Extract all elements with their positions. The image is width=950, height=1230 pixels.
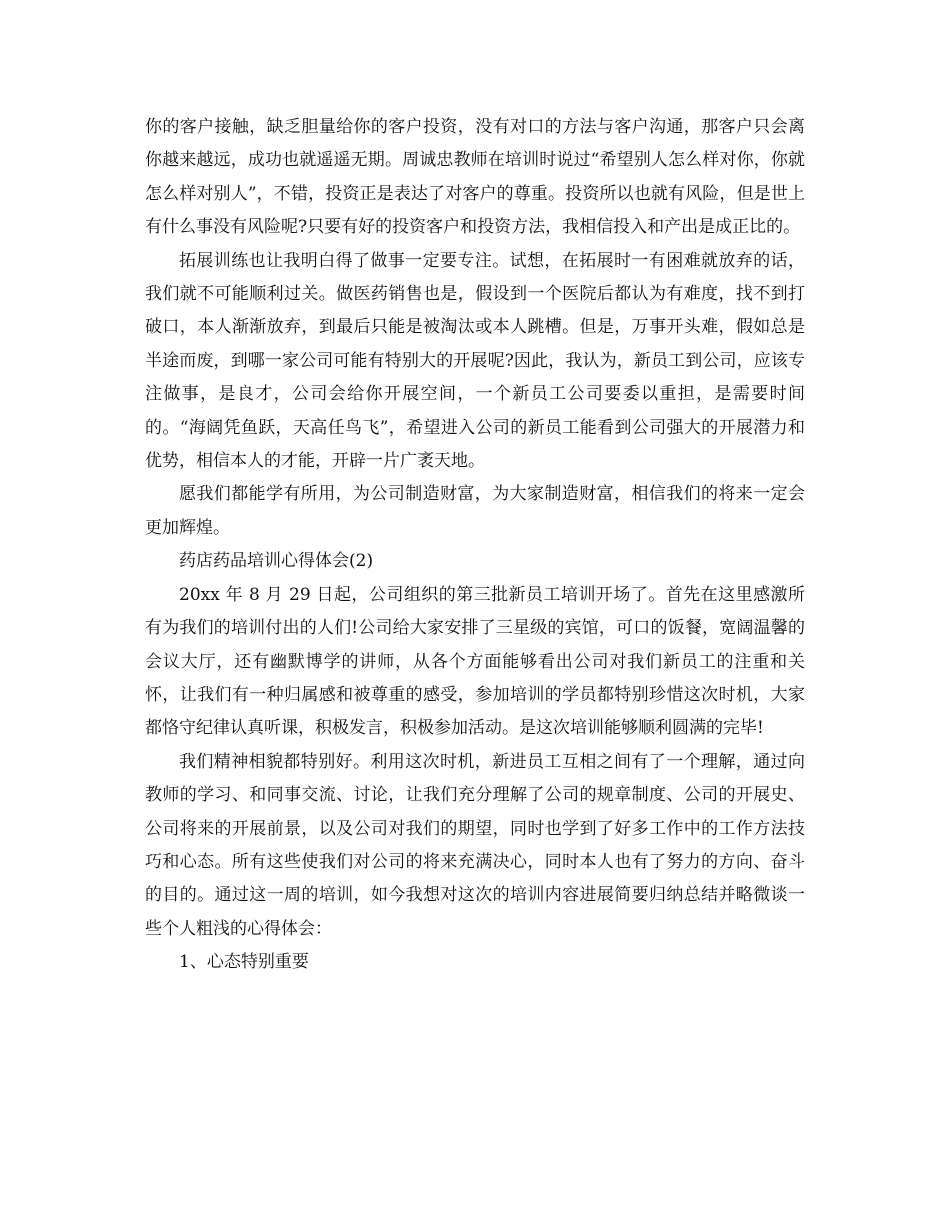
section-title: 药店药品培训心得体会(2) bbox=[179, 551, 374, 572]
paragraph-4: 20xx 年 8 月 29 日起，公司组织的第三批新员工培训开场了。首先在这里感激所有为我们的培训付出的人们!公司给大家安排了三星级的宾馆，可口的饭餐，宽阔温馨的会议大厅，还有幽默博学的讲师，从各个方面能够看出公司对我们新员工的注重和关怀，让我们有一种归属感和被尊重的感受，参加培训的学员都特别珍惜这次时机，大家都恪守纪律认真听课，积极发言，积极参加活动。是这次培训能够顺利圆满的完毕! bbox=[145, 584, 805, 739]
paragraph-3: 愿我们都能学有所用，为公司制造财富，为大家制造财富，相信我们的将来一定会更加辉煌。 bbox=[145, 484, 805, 538]
paragraph-1: 你的客户接触，缺乏胆量给你的客户投资，没有对口的方法与客户沟通，那客户只会离你越来越远，成功也就遥遥无期。周诚忠教师在培训时说过“希望别人怎么样对你，你就怎么样对别人”，不错，投资正是表达了对客户的尊重。投资所以也就有风险，但是世上有什么事没有风险呢?只要有好的投资客户和投资方法，我相信投入和产出是成正比的。 bbox=[145, 117, 805, 238]
document-body bbox=[145, 111, 805, 980]
paragraph-2: 拓展训练也让我明白得了做事一定要专注。试想，在拓展时一有困难就放弃的话，我们就不可能顺利过关。做医药销售也是，假设到一个医院后都认为有难度，找不到打破口，本人渐渐放弃，到最后只能是被淘汰或本人跳槽。但是，万事开头难，假如总是半途而废，到哪一家公司可能有特别大的开展呢?因此，我认为，新员工到公司，应该专注做事，是良才，公司会给你开展空间，一个新员工公司要委以重担，是需要时间的。“海阔凭鱼跃，天高任鸟飞”，希望进入公司的新员工能看到公司强大的开展潜力和优势，相信本人的才能，开辟一片广袤天地。 bbox=[145, 250, 805, 472]
paragraph-5: 我们精神相貌都特别好。利用这次时机，新进员工互相之间有了一个理解，通过向教师的学习、和同事交流、讨论，让我们充分理解了公司的规章制度、公司的开展史、公司将来的开展前景，以及公司对我们的期望，同时也学到了好多工作中的工作方法技巧和心态。所有这些使我们对公司的将来充满决心，同时本人也有了努力的方向、奋斗的目的。通过这一周的培训，如今我想对这次的培训内容进展简要归纳总结并略微谈一些个人粗浅的心得体会： bbox=[145, 751, 805, 939]
list-item-heading: 1、心态特别重要 bbox=[179, 952, 309, 973]
